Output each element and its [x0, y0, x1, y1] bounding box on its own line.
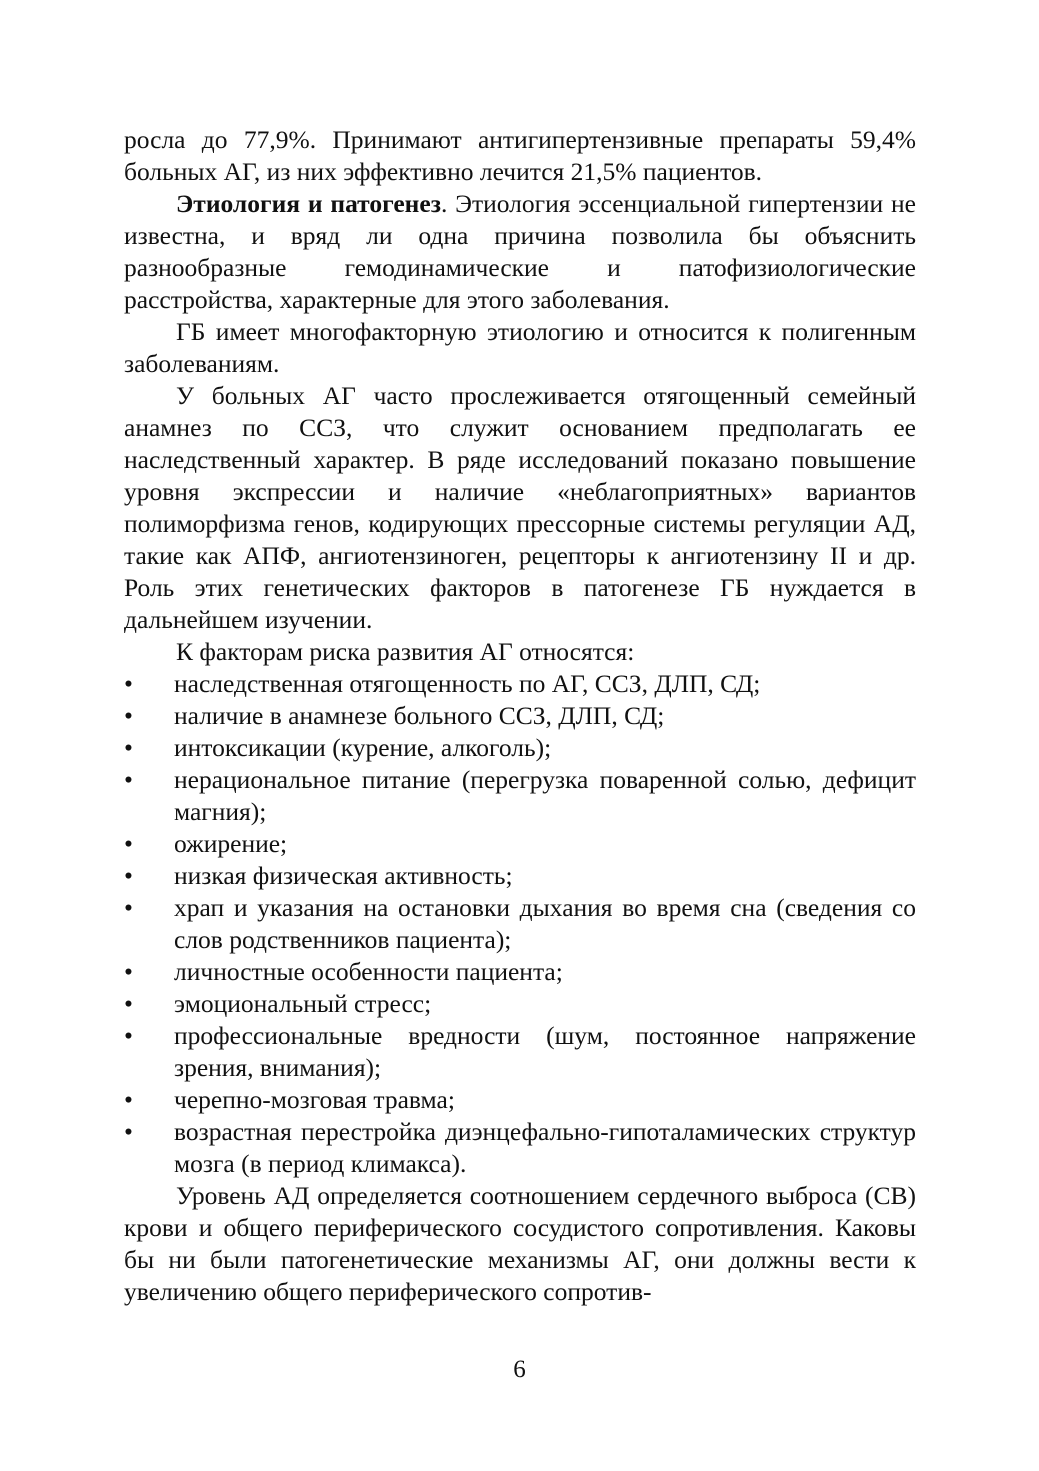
- paragraph-prevalence: росла до 77,9%. Принимают антигипертензивные препараты 59,4% больных АГ, из них эффективно лечится 21,5% пациентов.: [124, 125, 916, 186]
- list-item: [124, 988, 916, 1020]
- list-item-text: нерациональное питание (перегрузка поваренной солью, дефицит магния);: [174, 765, 916, 826]
- list-item-text: личностные особенности пациента;: [174, 957, 563, 986]
- bullet-marker: •: [124, 861, 133, 890]
- list-item: [124, 892, 916, 956]
- list-item: [124, 956, 916, 988]
- bullet-marker: •: [124, 989, 133, 1018]
- page-number: 6: [513, 1356, 526, 1383]
- risk-factor-list: [124, 668, 916, 1180]
- list-item-text: профессиональные вредности (шум, постоянное напряжение зрения, внимания);: [174, 1021, 916, 1082]
- list-item-text: ожирение;: [174, 829, 288, 858]
- bullet-marker: •: [124, 1117, 133, 1146]
- page-body: [124, 124, 916, 1308]
- bullet-marker: •: [124, 1085, 133, 1114]
- list-item: [124, 700, 916, 732]
- bullet-marker: •: [124, 957, 133, 986]
- paragraph-heredity: У больных АГ часто прослеживается отягощенный семейный анамнез по ССЗ, что служит основанием предполагать ее наследственный характер. В ряде исследований показано повышение уровня экспрессии и наличие «неблагоприятных» вариантов полиморфизма генов, кодирующих прессорные системы регуляции АД, такие как АПФ, ангиотензиноген, рецепторы к ангиотензину II и др. Роль этих генетических факторов в патогенезе ГБ нуждается в дальнейшем изучении.: [124, 381, 916, 634]
- bullet-marker: •: [124, 669, 133, 698]
- list-item: [124, 1116, 916, 1180]
- list-item: [124, 1084, 916, 1116]
- bullet-marker: •: [124, 733, 133, 762]
- list-item: [124, 732, 916, 764]
- bullet-marker: •: [124, 893, 133, 922]
- list-item: [124, 764, 916, 828]
- list-item-text: низкая физическая активность;: [174, 861, 513, 890]
- paragraph-polygenic: ГБ имеет многофакторную этиологию и относится к полигенным заболеваниям.: [124, 317, 916, 378]
- bullet-marker: •: [124, 765, 133, 794]
- paragraph-blood-pressure: Уровень АД определяется соотношением сердечного выброса (СВ) крови и общего периферического сосудистого сопротивления. Каковы бы ни были патогенетические механизмы АГ, они должны вести к увеличению общего периферического сопротив-: [124, 1181, 916, 1306]
- paragraph-etiology-text: . Этиология эссенциальной гипертензии не известна, и вряд ли одна причина позволила бы объяснить разнообразные гемодинамические и патофизиологические расстройства, характерные для этого заболевания.: [124, 189, 916, 314]
- list-item-text: наличие в анамнезе больного ССЗ, ДЛП, СД;: [174, 701, 665, 730]
- list-item-text: эмоциональный стресс;: [174, 989, 432, 1018]
- section-heading-etiology: Этиология и патогенез: [176, 189, 441, 218]
- list-item: [124, 828, 916, 860]
- list-item: [124, 1020, 916, 1084]
- list-item-text: черепно-мозговая травма;: [174, 1085, 455, 1114]
- paragraph-risk-intro: К факторам риска развития АГ относятся:: [176, 637, 635, 666]
- list-item: [124, 860, 916, 892]
- list-item-text: наследственная отягощенность по АГ, ССЗ, ДЛП, СД;: [174, 669, 761, 698]
- list-item-text: возрастная перестройка диэнцефально-гипоталамических структур мозга (в период климакса).: [174, 1117, 916, 1178]
- bullet-marker: •: [124, 1021, 133, 1050]
- list-item: [124, 668, 916, 700]
- bullet-marker: •: [124, 701, 133, 730]
- bullet-marker: •: [124, 829, 133, 858]
- list-item-text: интоксикации (курение, алкоголь);: [174, 733, 552, 762]
- paragraph-etiology: [124, 188, 916, 316]
- list-item-text: храп и указания на остановки дыхания во время сна (сведения со слов родственников пациента);: [174, 893, 916, 954]
